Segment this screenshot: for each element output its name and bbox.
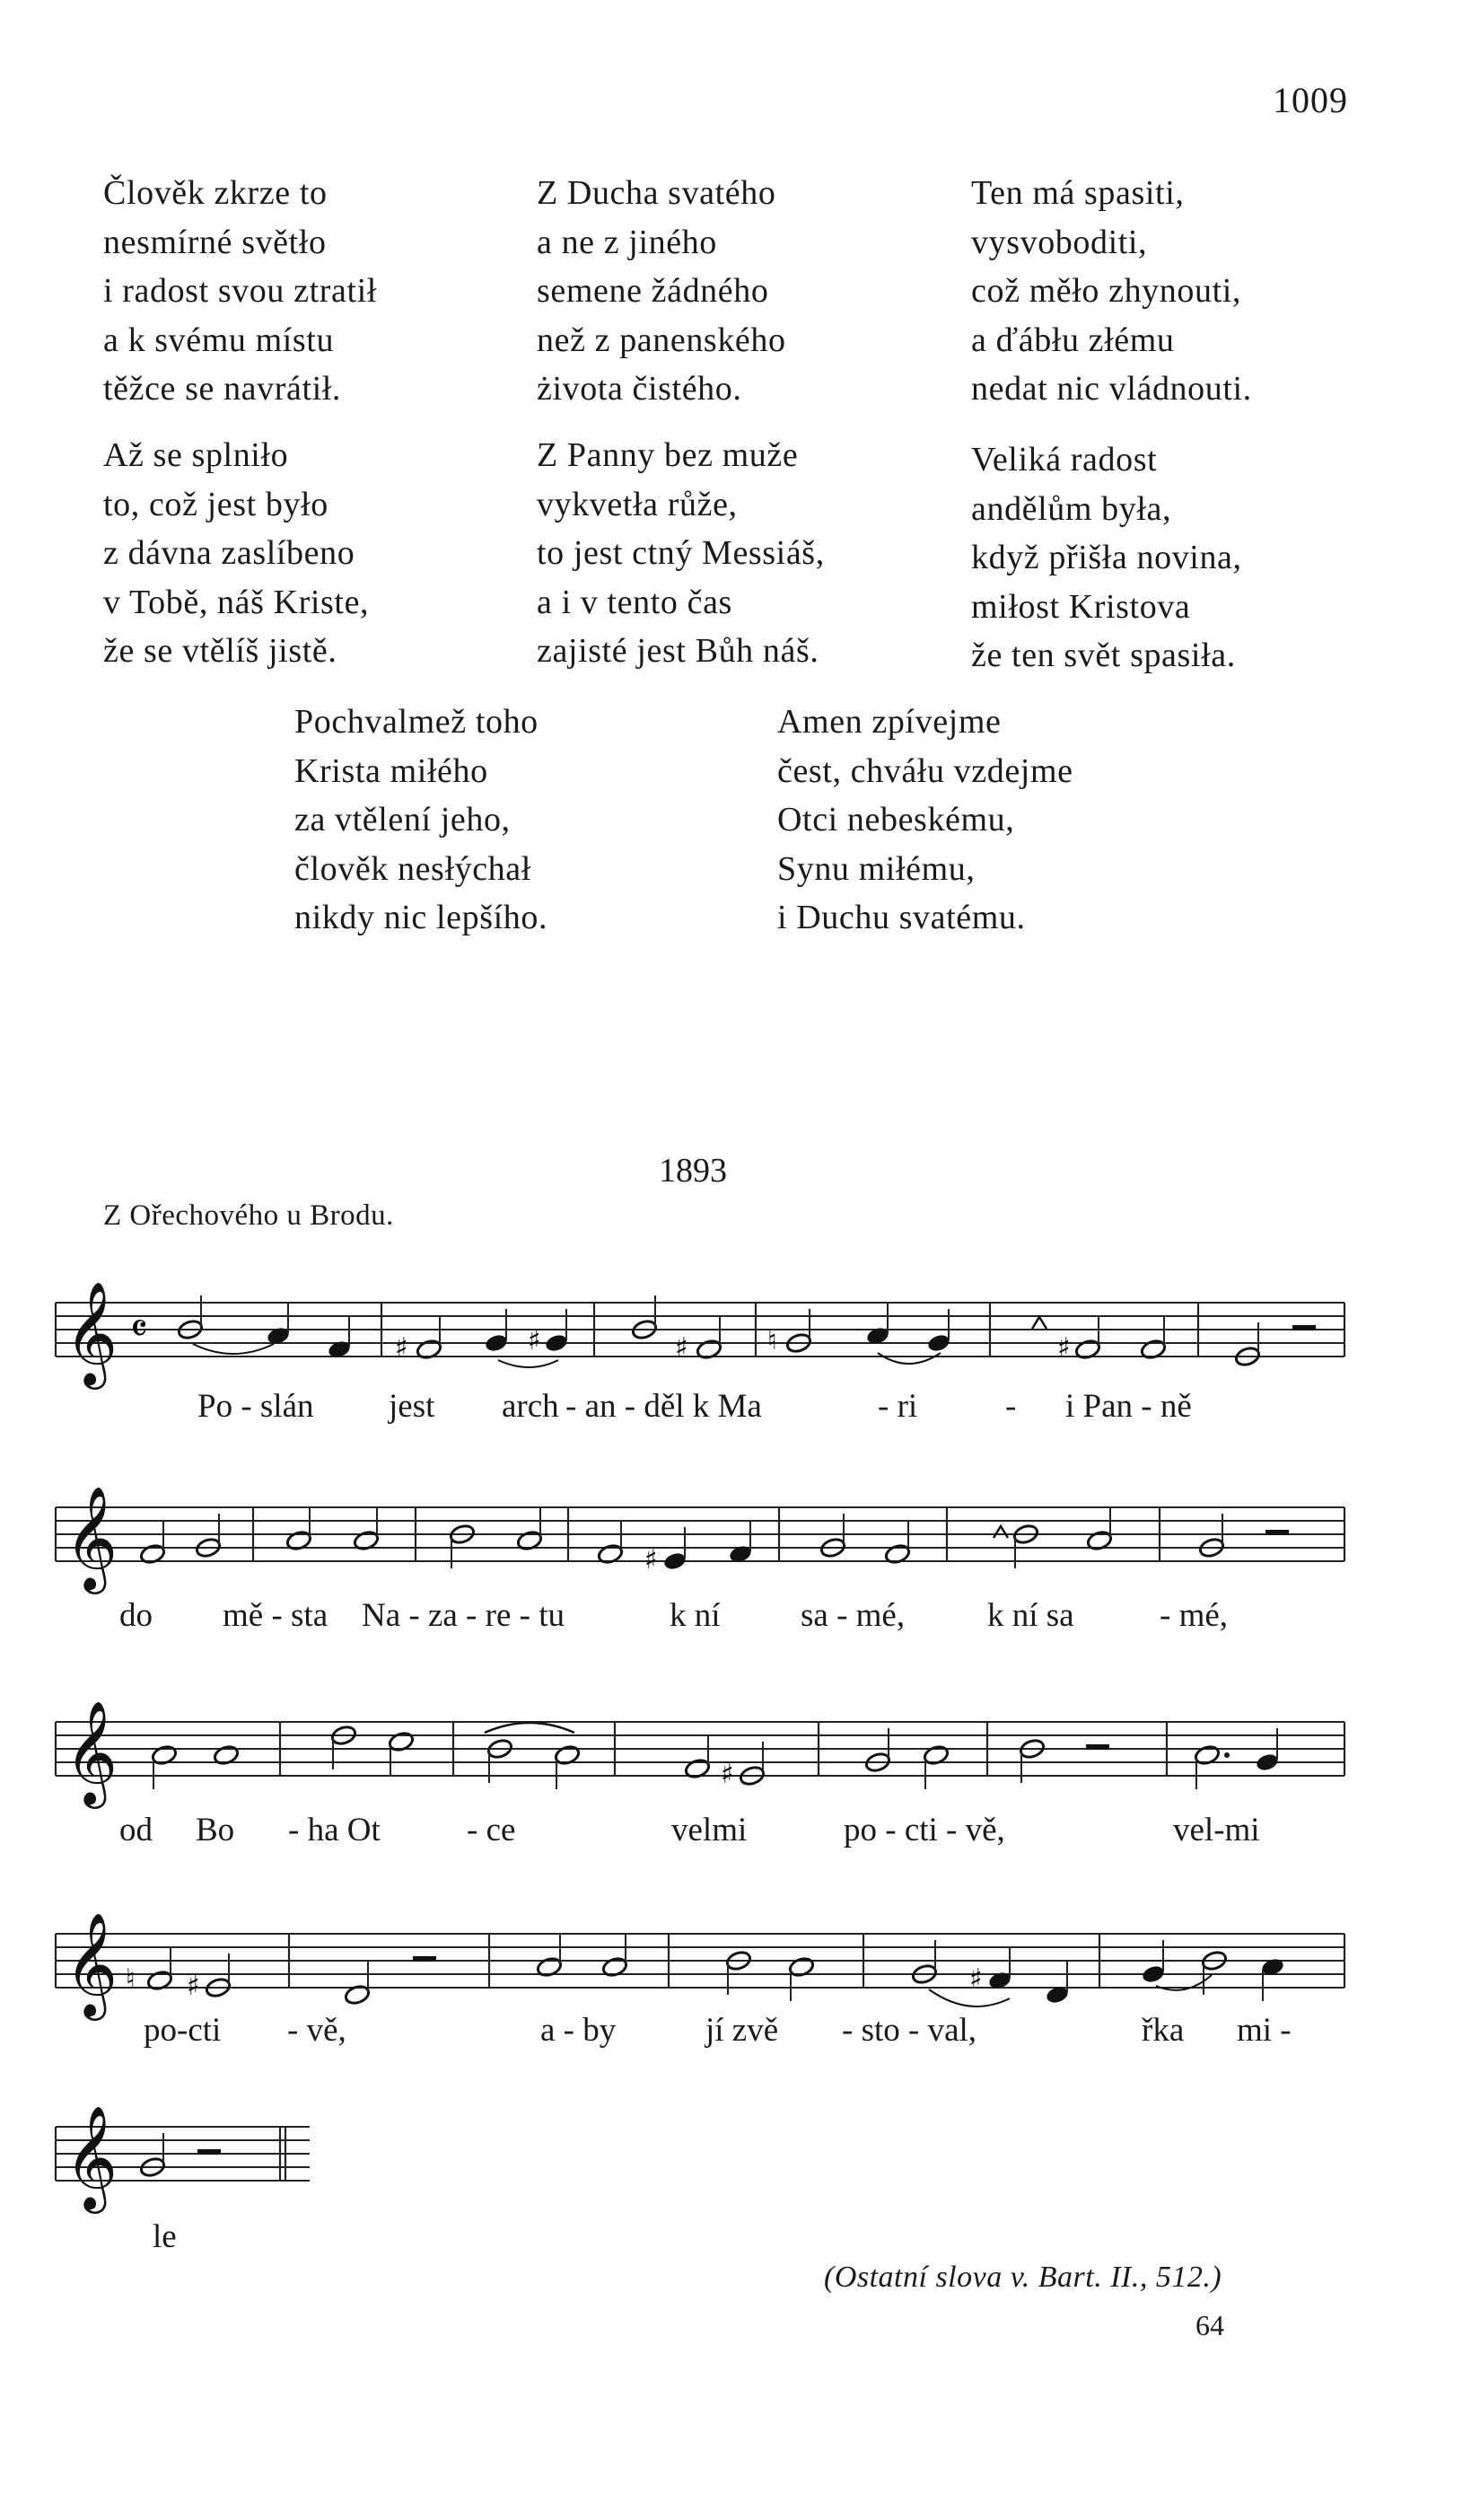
verse-line: Ten má spasiti, (971, 174, 1185, 212)
lyric-syllable: od (119, 1812, 153, 1848)
verse-line: a i v tento čas (537, 583, 732, 621)
lyric-syllable: - ri (878, 1388, 918, 1425)
svg-text:♯: ♯ (528, 1325, 541, 1357)
verse-col1-stanza1 (103, 169, 377, 414)
verse-bottom-right (777, 698, 1073, 943)
verse-line: zajisté jest Bůh náš. (537, 632, 819, 670)
verse-line: i radost svou ztratił (103, 272, 377, 310)
verse-line: Pochvalmež toho (294, 703, 539, 741)
verse-line: vysvoboditi, (971, 223, 1148, 261)
verse-line: nedat nic vládnouti. (971, 370, 1252, 408)
verse-line: Veliká radost (971, 441, 1158, 479)
lyric-syllable: - an - děl k Ma (565, 1388, 762, 1425)
treble-clef-icon: 𝄞 (65, 1485, 118, 1590)
svg-text:♯: ♯ (187, 1971, 200, 2002)
lyric-syllable: i Pan - ně (1065, 1388, 1192, 1425)
verse-line: Krista miłého (294, 751, 488, 790)
lyric-syllable: - (1005, 1388, 1017, 1425)
verse-line: żivota čistého. (537, 370, 742, 408)
lyric-syllable: le (153, 2218, 177, 2255)
verse-bottom-left (294, 698, 547, 943)
lyrics-line-2 (0, 1596, 1480, 1641)
verse-line: semene žádného (537, 272, 769, 310)
lyric-syllable: - ha Ot (288, 1812, 381, 1848)
music-staff-2 (0, 1485, 1480, 1590)
verse-line: v Tobě, náš Kriste, (103, 583, 370, 621)
verse-line: z dávna zaslíbeno (103, 534, 355, 572)
verse-line: nesmírné světło (103, 223, 327, 261)
verse-line: těžce se navrátił. (103, 370, 342, 408)
source-note: (Ostatní slova v. Bart. II., 512.) (824, 2261, 1222, 2294)
treble-clef-icon: 𝄞 (65, 1911, 118, 2016)
lyrics-line-3 (0, 1811, 1480, 1856)
svg-text:♯: ♯ (969, 1963, 983, 1995)
svg-text:♯: ♯ (721, 1759, 734, 1790)
lyric-syllable: Po - slán (197, 1388, 314, 1425)
svg-text:♮: ♮ (126, 1963, 136, 1995)
music-staff-3 (0, 1699, 1480, 1804)
music-staff-1 (0, 1280, 1480, 1385)
music-notes (151, 1723, 1280, 1790)
lyric-syllable: do (119, 1597, 153, 1634)
lyric-syllable: po-cti (144, 2012, 222, 2049)
verse-line: za vtělení jeho, (294, 801, 511, 839)
verse-line: čest, chváłu vzdejme (777, 751, 1073, 790)
lyric-syllable: sa - mé, (801, 1597, 906, 1634)
verse-col2-stanza2 (537, 431, 825, 676)
verse-col3-stanza2 (971, 435, 1242, 680)
lyric-syllable: - vě, (287, 2012, 346, 2049)
music-staff-5 (0, 2104, 1480, 2209)
common-time-icon: 𝄴 (130, 1306, 148, 1352)
verse-line: Amen zpívejme (777, 703, 1002, 741)
verse-line: miłost Kristova (971, 587, 1191, 626)
svg-text:♯: ♯ (675, 1332, 688, 1364)
lyric-syllable: mi - (1237, 2012, 1292, 2049)
lyric-syllable: mě - sta (223, 1597, 328, 1634)
lyric-syllable: - sto - val, (842, 2012, 977, 2049)
verse-line: i Duchu svatému. (777, 899, 1026, 936)
lyric-syllable: jí zvě (705, 2012, 779, 2049)
lyrics-line-4 (0, 2011, 1480, 2056)
lyrics-line-5 (0, 2217, 1480, 2262)
lyric-syllable: - mé, (1160, 1597, 1229, 1634)
lyric-syllable: vel-mi (1173, 1812, 1260, 1848)
verse-line: andělům była, (971, 489, 1172, 528)
verse-line: a ne z jiného (537, 223, 717, 261)
lyrics-line-1 (0, 1387, 1480, 1432)
music-notes (139, 1506, 1289, 1576)
treble-clef-icon: 𝄞 (65, 1699, 118, 1804)
verse-line: to jest ctný Messiáš, (537, 534, 825, 572)
svg-text:♮: ♮ (767, 1325, 777, 1357)
verse-col1-stanza2 (103, 431, 369, 676)
verse-line: že ten svět spasiła. (971, 637, 1236, 674)
lyric-syllable: k ní (670, 1597, 721, 1634)
verse-line: což měło zhynouti, (971, 272, 1241, 310)
page-number: 1009 (1273, 80, 1348, 120)
lyric-syllable: po - cti - vě, (844, 1812, 1005, 1848)
verse-line: než z panenského (537, 320, 786, 359)
lyric-syllable: řka (1142, 2012, 1185, 2049)
treble-clef-icon: 𝄞 (65, 1280, 118, 1385)
verse-line: Z Panny bez muže (537, 436, 799, 474)
verse-line: a ďábłu złému (971, 320, 1175, 359)
treble-clef-icon: 𝄞 (65, 2104, 118, 2209)
verse-line: a k svému místu (103, 320, 335, 359)
verse-line: to, což jest było (103, 485, 328, 523)
verse-line: Člověk zkrze to (103, 174, 328, 212)
svg-text:♯: ♯ (395, 1332, 408, 1364)
verse-line: člověk nesłýchał (294, 849, 531, 888)
song-number: 1893 (659, 1152, 727, 1190)
verse-line: že se vtělíš jistě. (103, 632, 337, 670)
music-notes (126, 1933, 1285, 2006)
music-staff-4 (0, 1911, 1480, 2016)
song-origin: Z Ořechového u Brodu. (103, 1199, 394, 1232)
lyric-syllable: - ce (467, 1812, 516, 1848)
verse-line: vykvetła růže, (537, 485, 738, 523)
verse-line: Až se splniło (103, 436, 289, 474)
lyric-syllable: Bo (196, 1812, 235, 1848)
svg-text:♯: ♯ (1057, 1332, 1071, 1364)
lyric-syllable: velmi (671, 1812, 748, 1848)
verse-line: když přišła novina, (971, 539, 1242, 576)
svg-text:♯: ♯ (644, 1544, 658, 1576)
verse-col3-stanza1 (971, 169, 1252, 414)
verse-line: Synu miłému, (777, 849, 976, 888)
lyric-syllable: jest (389, 1388, 435, 1425)
lyric-syllable: a - by (540, 2012, 617, 2049)
lyric-syllable: Na - za - re - tu (362, 1597, 565, 1634)
lyric-syllable: arch (502, 1388, 559, 1425)
verse-col2-stanza1 (537, 169, 786, 414)
verse-line: Z Ducha svatého (537, 174, 776, 212)
verse-line: nikdy nic lepšího. (294, 899, 548, 936)
verse-line: Otci nebeskému, (777, 801, 1015, 839)
lyric-syllable: k ní sa (987, 1597, 1074, 1634)
footer-number: 64 (1195, 2309, 1224, 2341)
